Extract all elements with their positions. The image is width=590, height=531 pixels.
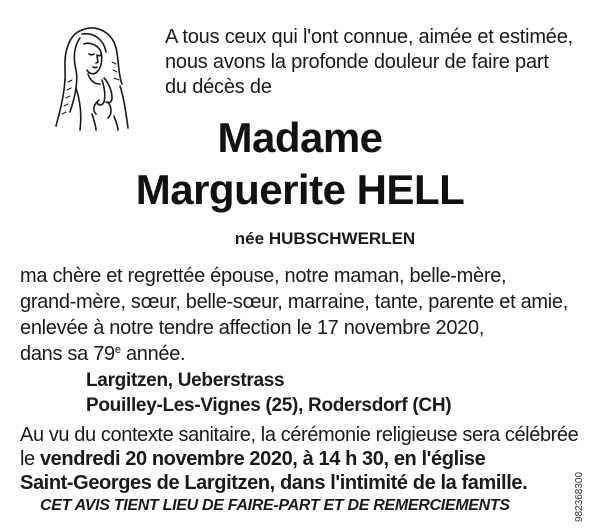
ceremony-location-line bbox=[20, 471, 570, 495]
age-prefix: dans sa 79 bbox=[20, 343, 115, 365]
description-age-line bbox=[20, 341, 570, 367]
intro-line: du décès de bbox=[165, 76, 272, 98]
ceremony-date-line bbox=[20, 447, 570, 471]
deceased-title: Madame bbox=[217, 114, 383, 161]
description-line: ma chère et regrettée épouse, notre maman, belle-mère, bbox=[20, 265, 507, 287]
place-line: Pouilley-Les-Vignes (25), Rodersdorf (CH) bbox=[86, 395, 452, 416]
deceased-full-name: Marguerite HELL bbox=[135, 166, 465, 213]
age-superscript: e bbox=[114, 344, 121, 356]
age-suffix: année. bbox=[120, 343, 186, 365]
reference-number: 982368300 bbox=[574, 471, 585, 522]
ceremony-date: vendredi 20 novembre 2020, à 14 h 30, en l'église bbox=[39, 448, 486, 470]
ceremony-plain: le bbox=[20, 448, 40, 470]
place-line: Largitzen, Ueberstrass bbox=[86, 370, 285, 391]
ceremony-line: Au vu du contexte sanitaire, la cérémonie religieuse sera célébrée bbox=[20, 424, 579, 446]
description-line: grand-mère, sœur, belle-sœur, marraine, tante, parente et amie, bbox=[20, 291, 569, 313]
intro-text bbox=[165, 25, 574, 100]
family-places bbox=[86, 368, 546, 418]
description-text bbox=[20, 263, 570, 367]
ceremony-text bbox=[20, 423, 579, 495]
intro-line: A tous ceux qui l'ont connue, aimée et estimée, bbox=[165, 26, 574, 48]
description-line: enlevée à notre tendre affection le 17 novembre 2020, bbox=[20, 317, 485, 339]
ceremony-location: Saint-Georges de Largitzen, dans l'intimité de la famille. bbox=[20, 472, 528, 494]
intro-line: nous avons la profonde douleur de faire part bbox=[165, 51, 549, 73]
deceased-name bbox=[95, 112, 505, 216]
birth-name: née HUBSCHWERLEN bbox=[234, 229, 416, 248]
closing-statement: CET AVIS TIENT LIEU DE FAIRE-PART ET DE REMERCIEMENTS bbox=[40, 497, 510, 514]
